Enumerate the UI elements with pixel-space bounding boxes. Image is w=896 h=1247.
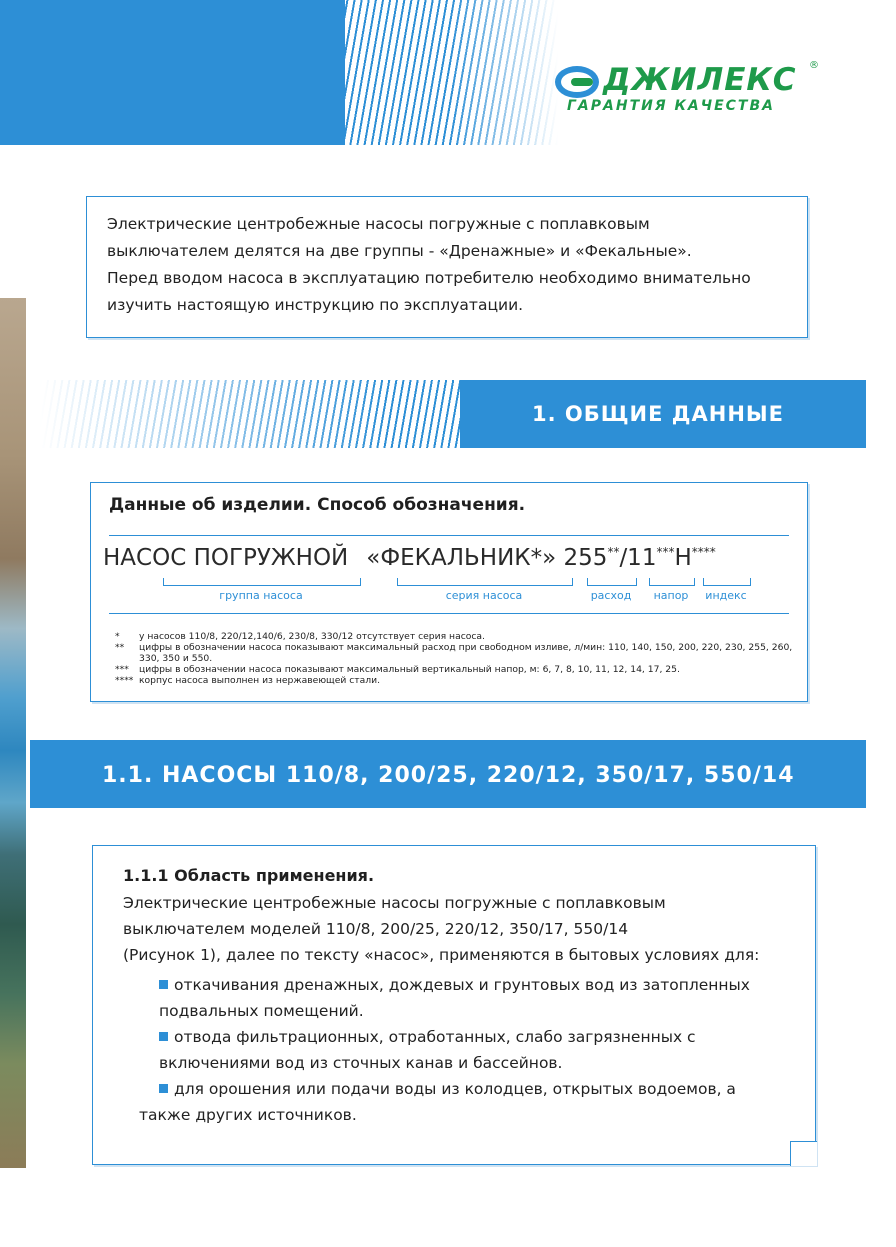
bracket-head [649,578,695,586]
intro-line: изучить настоящую инструкцию по эксплуатации. [107,296,524,314]
product-title: Данные об изделии. Способ обозначения. [109,495,526,515]
bullet-text: откачивания дренажных, дождевых и грунтовых вод из затопленных [174,976,750,994]
bullet-item [159,972,750,998]
label-group: группа насоса [219,589,303,602]
footnote [115,631,795,642]
divider [109,535,789,536]
footnote-text: у насосов 110/8, 220/12,140/6, 230/8, 330/12 отсутствует серия насоса. [139,631,485,642]
section-1-banner [40,380,866,448]
bullet-text: отвода фильтрационных, отработанных, слабо загрязненных с [174,1028,696,1046]
bullet-text: для орошения или подачи воды из колодцев, открытых водоемов, а [174,1080,736,1098]
code-index-mark: **** [691,545,716,559]
header-blue-block [0,0,345,145]
code-series: «ФЕКАЛЬНИК*» [366,545,557,571]
footnote [115,642,795,664]
bullet-continuation: включениями вод из сточных канав и бассейнов. [159,1054,563,1072]
bullet-item [159,1024,696,1050]
bullet-item [159,1076,736,1102]
box-corner-notch [790,1141,817,1166]
pump-designation-code [103,545,716,571]
footnote-text: цифры в обозначении насоса показывают максимальный расход при свободном изливе, л/мин: 110, 140, 150, 200, 220, 230, 255, 260, 330, 350 и 550. [139,642,793,664]
logo-tagline: ГАРАНТИЯ КАЧЕСТВА [567,98,775,114]
footnote-mark: *** [115,664,129,675]
divider [109,613,789,614]
bullet-square-icon [159,980,168,989]
application-line: Электрические центробежные насосы погружные с поплавковым [123,894,666,912]
logo-registered-mark: ® [809,60,819,71]
label-index: индекс [705,589,747,602]
application-line: выключателем моделей 110/8, 200/25, 220/12, 350/17, 550/14 [123,920,629,938]
logo-name: ДЖИЛЕКС [603,62,797,98]
application-line: (Рисунок 1), далее по тексту «насос», применяются в бытовых условиях для: [123,946,760,964]
product-designation-box [90,482,808,702]
footnote-text: корпус насоса выполнен из нержавеющей стали. [139,675,381,686]
code-flow: 255 [563,545,608,571]
code-head-mark: *** [656,545,675,559]
banner-stripes [40,380,470,448]
bullet-continuation: подвальных помещений. [159,1002,364,1020]
application-heading: 1.1.1 Область применения. [123,866,375,885]
bracket-index [703,578,751,586]
code-index: Н [674,545,692,571]
label-head: напор [653,589,689,602]
bracket-flow [587,578,637,586]
intro-line: Электрические центробежные насосы погружные с поплавковым [107,215,650,233]
logo-icon [555,66,599,98]
section-1-title: 1. ОБЩИЕ ДАННЫЕ [531,402,784,426]
intro-box [86,196,808,338]
code-group: НАСОС ПОГРУЖНОЙ [103,545,349,571]
footnote-mark: ** [115,642,125,653]
bullet-square-icon [159,1032,168,1041]
code-flow-mark: ** [607,545,620,559]
application-text [123,890,759,968]
section-1-1-title: 1.1. НАСОСЫ 110/8, 200/25, 220/12, 350/17, 550/14 [102,763,795,788]
footnote [115,675,795,686]
footnote-text: цифры в обозначении насоса показывают максимальный вертикальный напор, м: 6, 7, 8, 10, 11, 12, 14, 17, 25. [139,664,680,675]
bracket-series [397,578,573,586]
footnote [115,664,795,675]
bracket-group [163,578,361,586]
footnotes [115,631,795,686]
section-1-1-banner [30,740,866,808]
side-photo-strip [0,298,26,1168]
footnote-mark: **** [115,675,134,686]
intro-line: Перед вводом насоса в эксплуатацию потребителю необходимо внимательно [107,269,751,287]
bullet-continuation: также других источников. [139,1106,357,1124]
header-stripes [318,0,558,145]
label-series: серия насоса [445,589,523,602]
intro-line: выключателем делятся на две группы - «Дренажные» и «Фекальные». [107,242,692,260]
code-head: /11 [619,545,657,571]
bullet-square-icon [159,1084,168,1093]
label-flow: расход [590,589,632,602]
application-box [92,845,816,1165]
brand-logo [555,60,820,120]
footnote-mark: * [115,631,120,642]
